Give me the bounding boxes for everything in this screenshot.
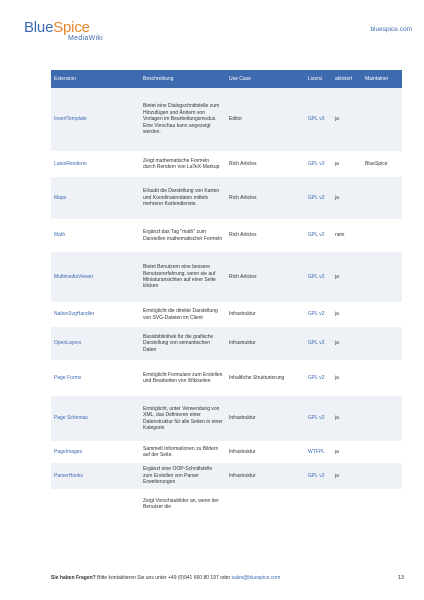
header-activated: aktiviert: [332, 70, 362, 88]
table-row: [51, 88, 402, 151]
maintainer-cell: [362, 88, 402, 151]
maintainer-cell: [362, 252, 402, 302]
license-link[interactable]: WTFPL: [305, 441, 332, 463]
table-header-row: [51, 70, 402, 88]
use-case-cell: Editor: [226, 88, 305, 151]
description-cell: Ermöglicht, unter Verwendung von XML, das Definieren einer Datenstruktur für alle Seiten in einer Kategorie: [140, 396, 226, 441]
maintainer-cell: [362, 219, 402, 252]
maintainer-cell: [362, 302, 402, 327]
extension-name-link[interactable]: LatexRenderer: [51, 151, 140, 177]
extension-name-link[interactable]: OpenLayers: [51, 327, 140, 360]
description-cell: Ermöglicht die direkte Darstellung von SVG-Dateien im Client: [140, 302, 226, 327]
activated-cell: ja: [332, 252, 362, 302]
activated-cell: ja: [332, 441, 362, 463]
extension-name-link[interactable]: [51, 489, 140, 519]
use-case-cell: Inhaltliche Strukturierung: [226, 360, 305, 396]
use-case-cell: [226, 489, 305, 519]
maintainer-cell: [362, 177, 402, 219]
table-row: [51, 327, 402, 360]
use-case-cell: Infrastruktur: [226, 302, 305, 327]
footer-contact: [51, 575, 280, 581]
extension-name-link[interactable]: Page Forms: [51, 360, 140, 396]
description-cell: Erlaubt die Darstellung von Karten und Koordinatendaten mittels mehrerer Kartendienste.: [140, 177, 226, 219]
use-case-cell: Rich Articles: [226, 252, 305, 302]
table-row: [51, 252, 402, 302]
license-link[interactable]: GPL v2: [305, 219, 332, 252]
maintainer-cell: [362, 396, 402, 441]
license-link[interactable]: GPL v2: [305, 360, 332, 396]
table-row: [51, 441, 402, 463]
table-row: [51, 151, 402, 177]
footer-contact-text: Bitte kontaktieren Sie uns unter +49 (0)941 660 80 197 oder: [95, 575, 232, 581]
license-link[interactable]: GPL v2: [305, 302, 332, 327]
description-cell: Bietet Benutzern eine bessere Benutzererfahrung, wenn sie auf Miniaturansichten auf einer Seite klicken: [140, 252, 226, 302]
extension-name-link[interactable]: PageImages: [51, 441, 140, 463]
table-row: [51, 489, 402, 519]
license-link[interactable]: GPL v3: [305, 151, 332, 177]
table-row: [51, 396, 402, 441]
activated-cell: ja: [332, 327, 362, 360]
description-cell: Zeigt mathematische Formeln durch Rendern von LaTeX-Markup: [140, 151, 226, 177]
license-link[interactable]: GPL v2: [305, 327, 332, 360]
footer-question: Sie haben Fragen?: [51, 575, 96, 581]
use-case-cell: Infrastruktur: [226, 441, 305, 463]
header-description: Beschreibung: [140, 70, 226, 88]
activated-cell: ja: [332, 177, 362, 219]
activated-cell: ja: [332, 151, 362, 177]
activated-cell: ja: [332, 360, 362, 396]
description-cell: Ergänzt eine OOP-Schnittstelle zum Erstellen von Parser Erweiterungen: [140, 463, 226, 489]
header-license: Lizenz: [305, 70, 332, 88]
description-cell: Bietet eine Dialogschnittstelle zum Hinzufügen und Ändern von Vorlagen im Bearbeitungsmodus. Eine Vorschau kann angezeigt werden.: [140, 88, 226, 151]
extension-name-link[interactable]: ParserHooks: [51, 463, 140, 489]
activated-cell: ja: [332, 302, 362, 327]
page-number: 13: [397, 575, 404, 581]
maintainer-cell: [362, 463, 402, 489]
license-link[interactable]: GPL v2: [305, 252, 332, 302]
website-link[interactable]: bluespice.com: [370, 26, 412, 33]
use-case-cell: Infrastruktur: [226, 327, 305, 360]
use-case-cell: Rich Articles: [226, 177, 305, 219]
table-row: [51, 360, 402, 396]
logo-blue-part: Blue: [24, 19, 54, 36]
logo-wordmark: [24, 20, 134, 35]
maintainer-cell: [362, 441, 402, 463]
use-case-cell: Rich Articles: [226, 219, 305, 252]
description-cell: Zeigt Vorschaubilder an, wenn der Benutzer die: [140, 489, 226, 519]
description-cell: Ermöglicht Formulare zum Erstellen und Bearbeiten von Wikiseiten: [140, 360, 226, 396]
license-link[interactable]: GPL v3: [305, 88, 332, 151]
header-extension: Extension: [51, 70, 140, 88]
activated-cell: ja: [332, 88, 362, 151]
activated-cell: nein: [332, 219, 362, 252]
license-link[interactable]: GPL v2: [305, 463, 332, 489]
use-case-cell: Infrastruktur: [226, 463, 305, 489]
activated-cell: ja: [332, 396, 362, 441]
table-row: [51, 177, 402, 219]
description-cell: Sammelt Informationen zu Bildern auf der Seite.: [140, 441, 226, 463]
extensions-table: [51, 70, 402, 519]
footer-email-link[interactable]: sales@bluespice.com: [231, 575, 281, 581]
logo-orange-part: Spice: [53, 19, 90, 36]
use-case-cell: Rich Articles: [226, 151, 305, 177]
header-use-case: Use Case: [226, 70, 305, 88]
table-row: [51, 463, 402, 489]
use-case-cell: Infrastruktur: [226, 396, 305, 441]
maintainer-cell: [362, 360, 402, 396]
license-link[interactable]: GPL v2: [305, 177, 332, 219]
activated-cell: [332, 489, 362, 519]
description-cell: Basisbibliothek für die grafische Darstellung von semantischen Daten: [140, 327, 226, 360]
table-row: [51, 219, 402, 252]
extension-name-link[interactable]: Maps: [51, 177, 140, 219]
description-cell: Ergänzt das Tag "math" zum Darstellen mathematischer Formeln: [140, 219, 226, 252]
extension-name-link[interactable]: Math: [51, 219, 140, 252]
maintainer-cell: [362, 327, 402, 360]
table-row: [51, 302, 402, 327]
extension-name-link[interactable]: InsertTemplate: [51, 88, 140, 151]
maintainer-cell: [362, 489, 402, 519]
header-maintainer: Maintainer: [362, 70, 402, 88]
maintainer-cell: BlueSpice: [362, 151, 402, 177]
bluespice-logo: [24, 20, 134, 50]
extension-name-link[interactable]: NativeSvgHandler: [51, 302, 140, 327]
activated-cell: ja: [332, 463, 362, 489]
license-link[interactable]: GPL v2: [305, 396, 332, 441]
extension-name-link[interactable]: Page Schemas: [51, 396, 140, 441]
logo-subtitle: MediaWiki: [68, 35, 103, 42]
extension-name-link[interactable]: MultimediaViewer: [51, 252, 140, 302]
license-link[interactable]: [305, 489, 332, 519]
